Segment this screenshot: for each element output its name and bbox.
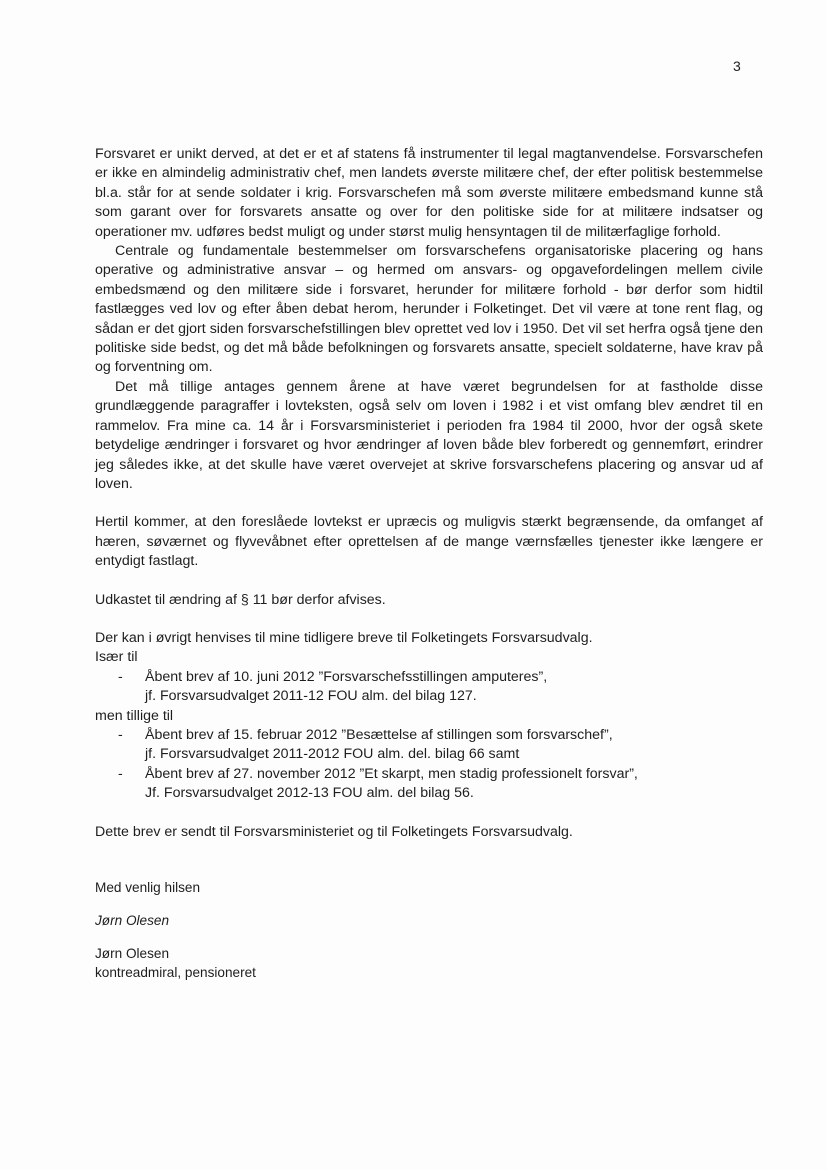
- paragraph-2: Centrale og fundamentale bestemmelser om forsvarschefens organisatoriske placering og hans operative og administrative ansvar – og hermed om ansvars- og opgavefordelingen mellem civile embedsmænd og den militære side i forsvaret, herunder for militære forhold - bør derfor som hidtil fastlægges ved lov og efter åben debat herom, herunder i Folketinget. Det vil være at tone rent flag, og sådan er det gjort siden forsvarschefstillingen blev oprettet ved lov i 1950. Det vil set herfra også tjene den politiske side bedst, og det må både befolkningen og forsvarets ansatte, specielt soldaterne, have krav på og forventning om.: [95, 243, 763, 376]
- reference-source: jf. Forsvarsudvalget 2011-2012 FOU alm. del. bilag 66 samt: [145, 746, 520, 763]
- references-label-first: Især til: [95, 649, 138, 666]
- references-list-first: [95, 668, 763, 707]
- reference-title: Åbent brev af 15. februar 2012 ”Besættelse af stillingen som forsvarschef”,: [145, 726, 613, 743]
- reference-source: jf. Forsvarsudvalget 2011-12 FOU alm. del bilag 127.: [145, 688, 477, 705]
- paragraph-1: Forsvaret er unikt derved, at det er et af statens få instrumenter til legal magtanvendelse. Forsvarschefen er ikke en almindelig administrativ chef, men landets øverste militære chef, der efter politisk bestemmelse bl.a. står for at sende soldater i krig. Forsvarschefen må som øverste militære embedsmand kunne stå som garant over for forsvarets ansatte og over for den politiske side for at militære indsatser og operationer mv. udføres bedst muligt og under størst mulig hensyntagen til de militærfaglige forhold.: [95, 146, 763, 240]
- signer-name: Jørn Olesen: [95, 946, 170, 961]
- reference-item: [95, 668, 763, 707]
- signature: Jørn Olesen: [95, 913, 170, 928]
- page-number: 3: [733, 58, 741, 74]
- dash-bullet: -: [118, 668, 123, 685]
- paragraph-3: Det må tillige antages gennem årene at have været begrundelsen for at fastholde disse grundlæggende paragraffer i lovteksten, også selv om loven i 1982 i et vist omfang blev ændret til en rammelov. Fra mine ca. 14 år i Forsvarsministeriet i perioden fra 1984 til 2000, hvor der også skete betydelige ændringer i forsvaret og hvor ændringer af loven både blev forberedt og gennemført, erindrer jeg således ikke, at det skulle have været overvejet at skrive forsvarschefens placering og ansvar ud af loven.: [95, 378, 763, 492]
- signer-title: kontreadmiral, pensioneret: [95, 965, 256, 980]
- paragraph-5: Udkastet til ændring af § 11 bør derfor afvises.: [95, 591, 386, 608]
- references-list-second: [95, 726, 763, 804]
- reference-item: [95, 726, 763, 765]
- letter-body: [95, 145, 763, 982]
- references-label-second: men tillige til: [95, 707, 174, 724]
- reference-source: Jf. Forsvarsudvalget 2012-13 FOU alm. del bilag 56.: [145, 785, 474, 802]
- reference-title: Åbent brev af 27. november 2012 ”Et skarpt, men stadig professionelt forsvar”,: [145, 765, 638, 782]
- reference-item: [95, 765, 763, 804]
- paragraph-6: Der kan i øvrigt henvises til mine tidligere breve til Folketingets Forsvarsudvalg.: [95, 629, 593, 646]
- dash-bullet: -: [118, 726, 123, 743]
- reference-title: Åbent brev af 10. juni 2012 ”Forsvarschefsstillingen amputeres”,: [145, 668, 548, 685]
- paragraph-4: Hertil kommer, at den foreslåede lovtekst er upræcis og muligvis stærkt begrænsende, da omfanget af hæren, søværnet og flyvevåbnet efter oprettelsen af de mange værnsfælles tjenester ikke længere er entydigt fastlagt.: [95, 514, 763, 570]
- distribution-note: Dette brev er sendt til Forsvarsministeriet og til Folketingets Forsvarsudvalg.: [95, 823, 573, 840]
- dash-bullet: -: [118, 765, 123, 782]
- closing-greeting: Med venlig hilsen: [95, 880, 201, 895]
